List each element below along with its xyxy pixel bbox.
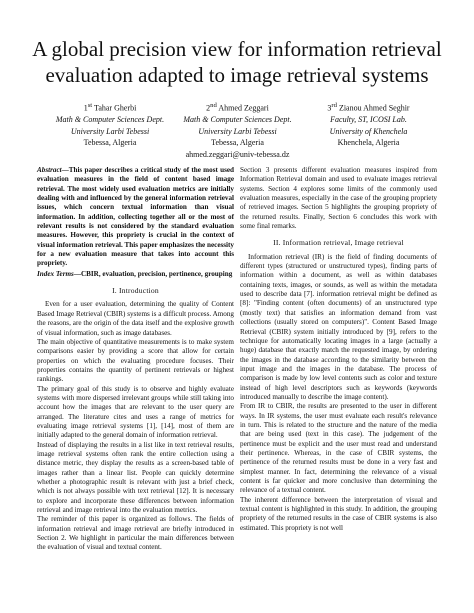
author-department: Math & Computer Sciences Dept.: [183, 115, 292, 125]
author-department: Faculty, ST, ICOSI Lab.: [330, 115, 407, 125]
index-terms-lead: Index Terms: [37, 269, 74, 278]
author-name: 1st Tahar Gherbi: [83, 102, 137, 113]
left-column: [37, 166, 234, 553]
abstract-text: —This paper describes a critical study of the most used evaluation measures in the field of content based image retrieval. The most widely used evaluation metrics are initially dealing with and influenced by the general information retrieval issues, which concern textual information than visual information. In addition, collecting together all or the most of relevant results is not considered by the standard evaluation measures. However, this propriety is crucial in the context of visual information retrieval. This paper emphasizes the necessity for a new evaluation measure that takes into account this propriety.: [37, 166, 234, 268]
title-line: evaluation adapted to image retrieval systems: [45, 63, 429, 87]
author-university: University of Khenchela: [329, 126, 408, 136]
paper-title: [0, 36, 474, 88]
author-name: 2nd Ahmed Zeggari: [206, 102, 269, 113]
author-block: [170, 100, 305, 160]
section-heading-introduction: I. Introduction: [112, 286, 159, 296]
section-heading-retrieval: II. Information retrieval, Image retrieval: [273, 238, 404, 248]
body-paragraph: Information retrieval (IR) is the field of finding documents of different types (structured or unstructured types), finding parts of information within a document, as well as within databases containing texts, images, or sounds, as well as within the metadata used to describe data [7]. information retrieval might be defined as [8]: "Finding content (often documents) of an unstructured type (mostly text) that satisfies an information demand from vast collections (usually stored on computers)". Content Based Image Retrieval (CBIR) system initially introduced by [9], refers to the technique for automatically locating images in a large (actually a huge) database that exactly match the requested image, by ordering the images in the database according to the similarity between the input image and the images in the database. The process of comparison is made by low level contents such as color and texture instead of high level descriptors such as keywords (keywords introduced manually to describe the image content).: [240, 252, 437, 401]
author-city: Khenchela, Algeria: [337, 138, 400, 148]
author-name: 3rd Zianou Ahmed Seghir: [327, 102, 410, 113]
author-superscript: nd: [210, 102, 217, 109]
body-paragraph: The reminder of this paper is organized as follows. The fields of information retrieval and image retrieval are briefly introduced in Section 2. We highlight in particular the main differences between the evaluation of visual and textual content.: [37, 515, 234, 552]
body-paragraph: Even for a user evaluation, determining the quality of Content Based Image Retrieval (CBIR) systems is a difficult process. Among the reasons, are the origin of the data itself and the explosive growth of visual information, such as image databases.: [37, 300, 234, 337]
index-terms: [37, 270, 234, 279]
body-paragraph: The main objective of quantitative measurements is to make system comparisons easier by providing a score that allow for certain properties on which the evaluating procedure focuses. Their properties contains the quantity of pertinent retrievals or highest rankings.: [37, 337, 234, 384]
author-university: University Larbi Tebessi: [198, 126, 277, 136]
body-paragraph: Instead of displaying the results in a list like in text retrieval results, image retrieval systems often rank the entire collection using a distance metric, they display the results as a screen-based table of images rather than a linear list. People can quickly determine whether a photographic result is relevant with just a brief check, which is not always possible with text retrieval [12]. It is necessary to explore and incorporate these differences between information retrieval and image retrieval into the evaluation metrics.: [37, 440, 234, 515]
abstract: [37, 166, 234, 269]
right-column: [240, 166, 437, 533]
author-superscript: rd: [331, 102, 337, 109]
title-line: A global precision view for information retrieval: [32, 37, 442, 61]
author-block: [306, 100, 431, 149]
body-paragraph: Section 3 presents different evaluation measures inspired from Information Retrieval domain and used to evaluate images retrieval systems. Section 4 explores some limits of the commonly used evaluation measures, especially in the case of the grouping propriety of retrieved images. Section 5 highlights the grouping propriety of the returned results. Finally, Section 6 concludes this work with some final remarks.: [240, 166, 437, 231]
author-block: [45, 100, 175, 149]
author-city: Tebessa, Algeria: [211, 138, 264, 148]
index-terms-text: —CBIR, evaluation, precision, pertinence, grouping: [73, 269, 233, 278]
author-department: Math & Computer Sciences Dept.: [55, 115, 165, 125]
author-email: ahmed.zeggari@univ-tebessa.dz: [185, 149, 290, 159]
body-paragraph: The inherent difference between the interpretation of visual and textual content is highlighted in this study. In addition, the grouping propriety of the returned results in the case of CBIR systems is also estimated. This propriety is not well: [240, 495, 437, 532]
author-city: Tebessa, Algeria: [83, 138, 137, 148]
author-superscript: st: [87, 102, 93, 109]
body-paragraph: From IR to CBIR, the results are presented to the user in different ways. In IR systems, the user must evaluate each result's relevance in turn. This is related to the structure and the nature of the media that are being used (text in this case). The judgement of the pertinence must be explicit and the user must read and understand their pertinence. Whereas, in the case of CBIR systems, the pertinence of the returned results must be done in a very fast and simplest manner. In fact, determining the relevance of a visual content is far quicker and more conclusive than determining the relevance of a textual content.: [240, 402, 437, 495]
abstract-lead: Abstract: [37, 166, 62, 174]
author-university: University Larbi Tebessi: [70, 126, 150, 136]
body-paragraph: The primary goal of this study is to observe and highly evaluate systems with more dispersed irrelevant groups while still taking into account how the images that are relevant to the user query are arranged. The literature cites and uses a range of metrics for evaluating image retrieval systems [1], [14], most of them are initially adapted to the general domain of information retrieval.: [37, 384, 234, 440]
